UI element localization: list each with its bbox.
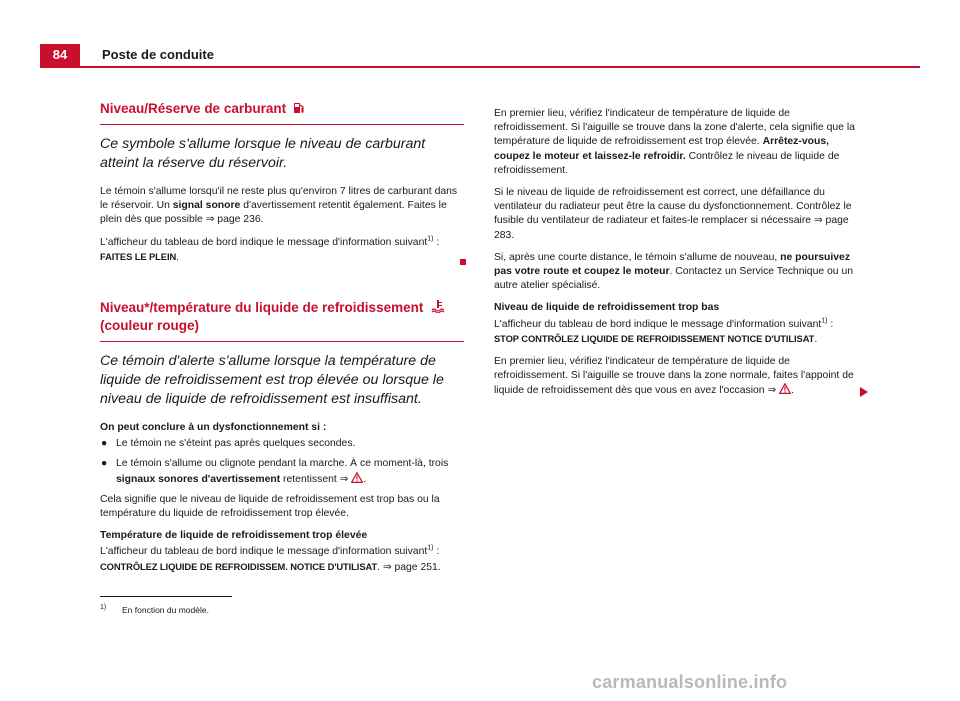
warning-triangle-icon <box>351 472 363 483</box>
malfunction-heading: On peut conclure à un dysfonctionnement si : <box>100 422 327 434</box>
temp-too-high-paragraph: L'afficheur du tableau de bord indique le message d'information suivant$^{1)}$ : CONTRÔLEZ LIQUIDE DE REFROIDISSEM. NOTICE D'UTILISAT. ⇒ page 251. <box>100 544 441 573</box>
fuel-section-title <box>100 100 464 125</box>
coolant-title-text-1: Niveau*/température du liquide de refroidissement <box>100 300 424 316</box>
continue-arrow-icon <box>860 387 868 397</box>
footnote-rule <box>100 596 232 597</box>
fuel-lead: Ce symbole s'allume lorsque le niveau de carburant atteint la réserve du réservoir. <box>100 136 426 171</box>
list-item: ● Le témoin s'allume ou clignote pendant la marche. À ce moment-là, trois signaux sonores d'avertissement retentissent ⇒ . <box>101 458 449 485</box>
chapter-title: Poste de conduite <box>102 47 214 62</box>
warning-triangle-icon <box>779 383 791 394</box>
page-number: 84 <box>40 44 80 66</box>
right-paragraph-3: Si, après une courte distance, le témoin s'allume de nouveau, ne poursuivez pas votre route et coupez le moteur. Contactez un Service Technique ou un autre atelier spécialisé. <box>494 251 854 292</box>
footnote-text: En fonction du modèle. <box>122 605 209 615</box>
coolant-temperature-icon <box>431 299 445 313</box>
fuel-paragraph-2: L'afficheur du tableau de bord indique le message d'information suivant$^{1)}$ : FAITES LE PLEIN. <box>100 235 440 263</box>
level-too-low-paragraph: L'afficheur du tableau de bord indique le message d'information suivant$^{1)}$ : STOP CONTRÔLEZ LIQUIDE DE REFROIDISSEMENT NOTICE D'UTILISAT. <box>494 317 834 345</box>
fuel-title-text: Niveau/Réserve de carburant <box>100 101 287 116</box>
footnote <box>100 604 209 616</box>
coolant-level-paragraph: Cela signifie que le niveau de liquide de refroidissement est trop bas ou la température du liquide de refroidissement trop élevée. <box>100 493 440 520</box>
left-column <box>100 100 464 583</box>
coolant-lead: Ce témoin d'alerte s'allume lorsque la température de liquide de refroidissement est trop élevée ou lorsque le niveau de liquide de refroidissement est insuffisant. <box>100 353 444 408</box>
right-paragraph-4: En premier lieu, vérifiez l'indicateur de température de liquide de refroidissement. Si l'aiguille se trouve dans la zone normale, faites l'appoint de liquide de refroidissement dès que vous en avez l'occasion ⇒ . <box>494 355 858 399</box>
temp-too-high-heading: Température de liquide de refroidissement trop élevée <box>100 530 368 542</box>
coolant-title-text-2: (couleur rouge) <box>100 318 200 334</box>
header-rule <box>40 66 920 68</box>
right-paragraph-1: En premier lieu, vérifiez l'indicateur de température de liquide de refroidissement. Si l'aiguille se trouve dans la zone d'alerte, cela signifie que la température de liquide de refroidissement est trop élevée. Arrêtez-vous, coupez le moteur et laissez-le refroidir. Contrôlez le niveau de liquide de refroidissement. <box>494 108 855 176</box>
list-item: ● Le témoin ne s'éteint pas après quelques secondes. <box>101 438 356 450</box>
fuel-paragraph-1: Le témoin s'allume lorsqu'il ne reste plus qu'environ 7 litres de carburant dans le réservoir. Un signal sonore d'avertissement retentit également. Faites le plein dès que possible ⇒ page 236. <box>100 186 458 226</box>
right-column <box>494 107 858 407</box>
right-paragraph-2: Si le niveau de liquide de refroidissement est correct, une défaillance du ventilateur du radiateur peut être la cause du dysfonctionnement. Contrôlez le fusible du ventilateur de radiateur et faites-le remplacer si nécessaire ⇒ page 283. <box>494 187 852 241</box>
watermark: carmanualsonline.info <box>592 672 788 692</box>
level-too-low-heading: Niveau de liquide de refroidissement trop bas <box>494 302 720 314</box>
coolant-section-title <box>100 299 464 342</box>
page-header <box>40 44 920 68</box>
fuel-pump-icon <box>293 101 305 114</box>
footnote-number: 1) <box>100 604 107 611</box>
